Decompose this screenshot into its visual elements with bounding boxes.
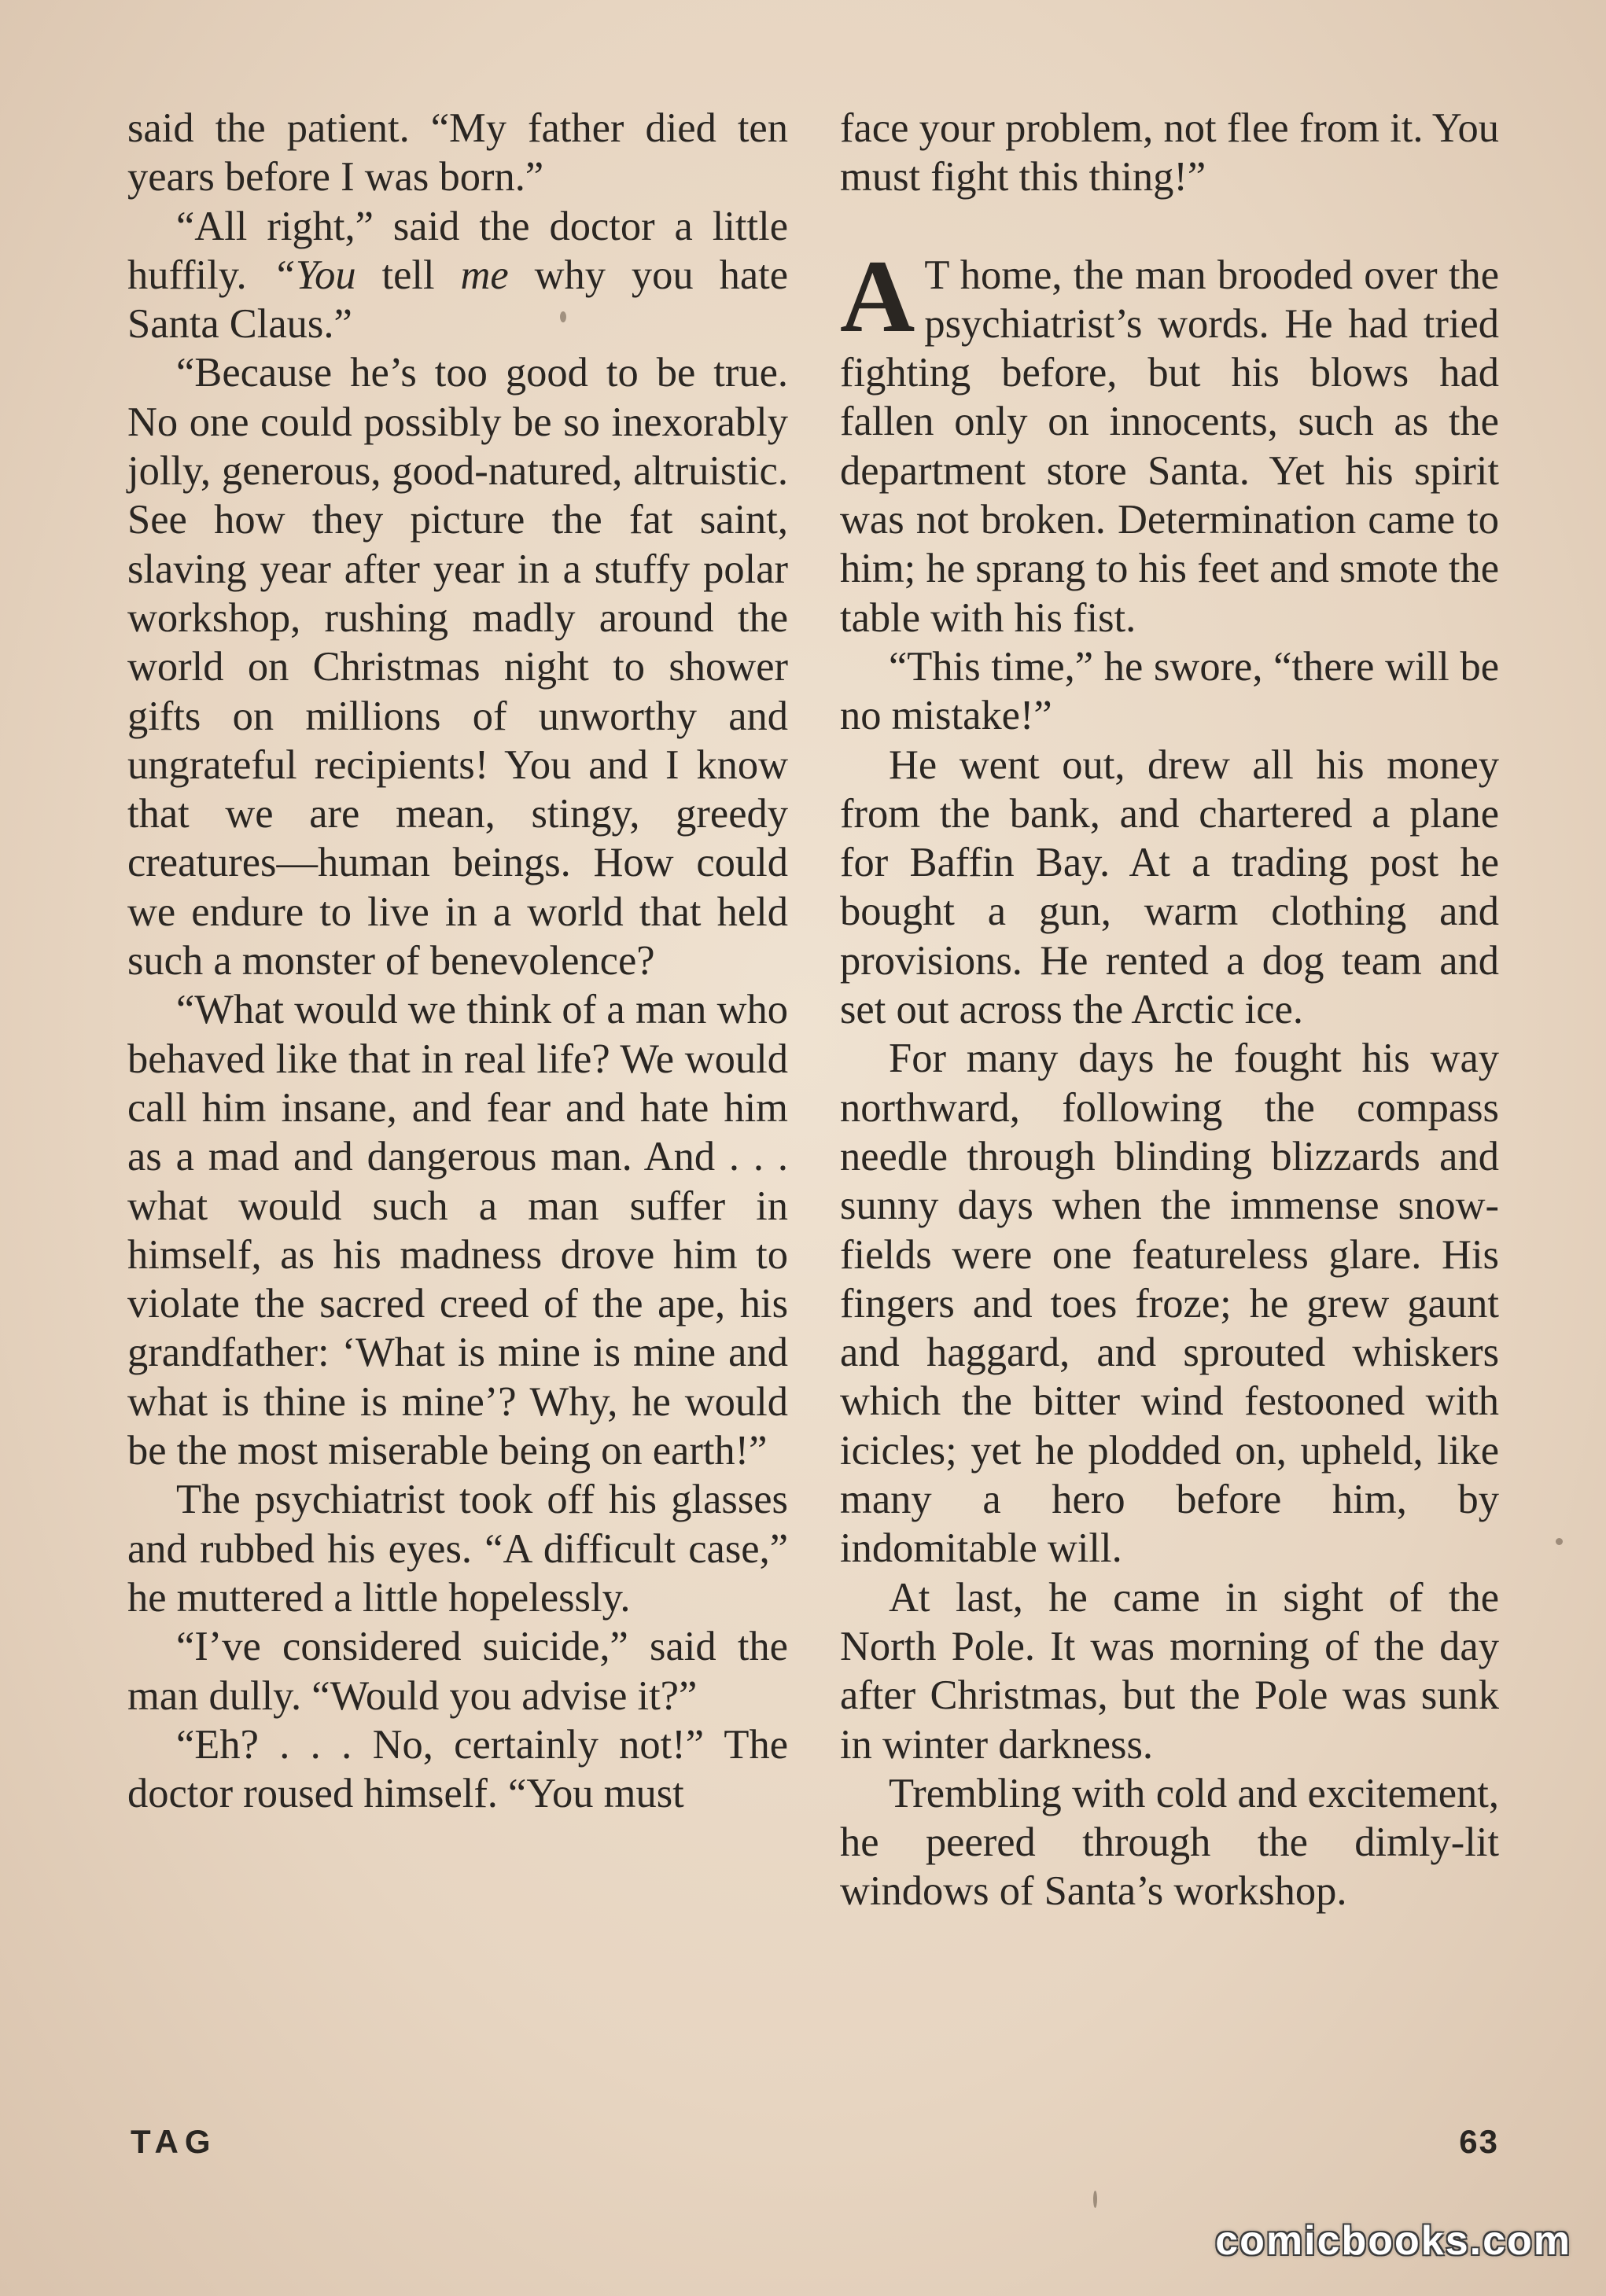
paragraph: said the patient. “My father died ten years before I was born.” bbox=[127, 105, 788, 201]
paper-blemish bbox=[1093, 2191, 1097, 2208]
watermark: comicbooks.com bbox=[1215, 2218, 1571, 2264]
paper-blemish bbox=[1556, 1538, 1563, 1545]
paper-blemish bbox=[560, 311, 566, 322]
paragraph: He went out, drew all his money from the bank, and chartered a plane for Baffin Bay. At a trading post he bought a gun, warm clothing and provisions. He rented a dog team and set out across the Arctic ice. bbox=[840, 741, 1499, 1033]
paragraph: At last, he came in sight of the North Pole. It was morning of the day after Christmas, but the Pole was sunk in winter darkness. bbox=[840, 1574, 1499, 1768]
page-number: 63 bbox=[1459, 2123, 1499, 2160]
text-run: tell bbox=[355, 252, 461, 298]
right-text-column bbox=[840, 104, 1499, 1916]
paragraph: face your problem, not flee from it. You must fight this thing!” bbox=[840, 105, 1499, 201]
left-text-column bbox=[127, 104, 788, 1818]
italic-text: “You bbox=[272, 252, 356, 298]
section-opening-paragraph bbox=[840, 237, 1499, 642]
paragraph bbox=[127, 202, 788, 349]
paragraph: For many days he fought his way northward, following the compass needle through blinding blizzards and sunny days when the immense snow-fields were one featureless glare. His fingers and toes froze; he grew gaunt and haggard, and sprouted whiskers which the bitter wind festooned with icicles; yet he plodded on, upheld, like many a hero before him, by indomitable will. bbox=[840, 1036, 1499, 1572]
drop-cap: A bbox=[840, 237, 915, 354]
paragraph: “Because he’s too good to be true. No one could possibly be so inexorably jolly, generous, good-natured, altruistic. See how they picture the fat saint, slaving year after year in a stuffy polar workshop, rushing madly around the world on Christmas night to shower gifts on millions of unworthy and ungrateful recipients! You and I know that we are mean, stingy, greedy creatures—human beings. How could we endure to live in a world that held such a monster of benevolence? bbox=[127, 350, 788, 984]
text-run: T home, the man brooded over the psychiatrist’s words. He had tried fighting before, but his blows had fallen only on innocents, such as the department store Santa. Yet his spirit was not broken. Determination came to him; he sprang to his feet and smote the table with his fist. bbox=[840, 252, 1499, 641]
paragraph: “Eh? . . . No, certainly not!” The doctor roused himself. “You must bbox=[127, 1721, 788, 1817]
paragraph: The psychiatrist took off his glasses and rubbed his eyes. “A difficult case,” he muttered a little hopelessly. bbox=[127, 1477, 788, 1621]
magazine-name: TAG bbox=[131, 2123, 217, 2160]
paragraph: Trembling with cold and excitement, he peered through the dimly-lit windows of Santa’s workshop. bbox=[840, 1770, 1499, 1915]
paragraph: “I’ve considered suicide,” said the man dully. “Would you advise it?” bbox=[127, 1624, 788, 1719]
paragraph: “This time,” he swore, “there will be no mistake!” bbox=[840, 643, 1499, 739]
paragraph: “What would we think of a man who behaved like that in real life? We would call him insane, and fear and hate him as a mad and dangerous man. And . . . what would such a man suffer in himself, as his madness drove him to violate the sacred creed of the ape, his grandfather: ‘What is mine is mine and what is thine is mine’? Why, he would be the most miserable being on earth!” bbox=[127, 987, 788, 1474]
text-run: why you hate Santa Claus.” bbox=[127, 252, 789, 348]
text-run: “All right,” said the doctor a little huffily. bbox=[127, 203, 788, 298]
italic-text: me bbox=[460, 252, 509, 298]
